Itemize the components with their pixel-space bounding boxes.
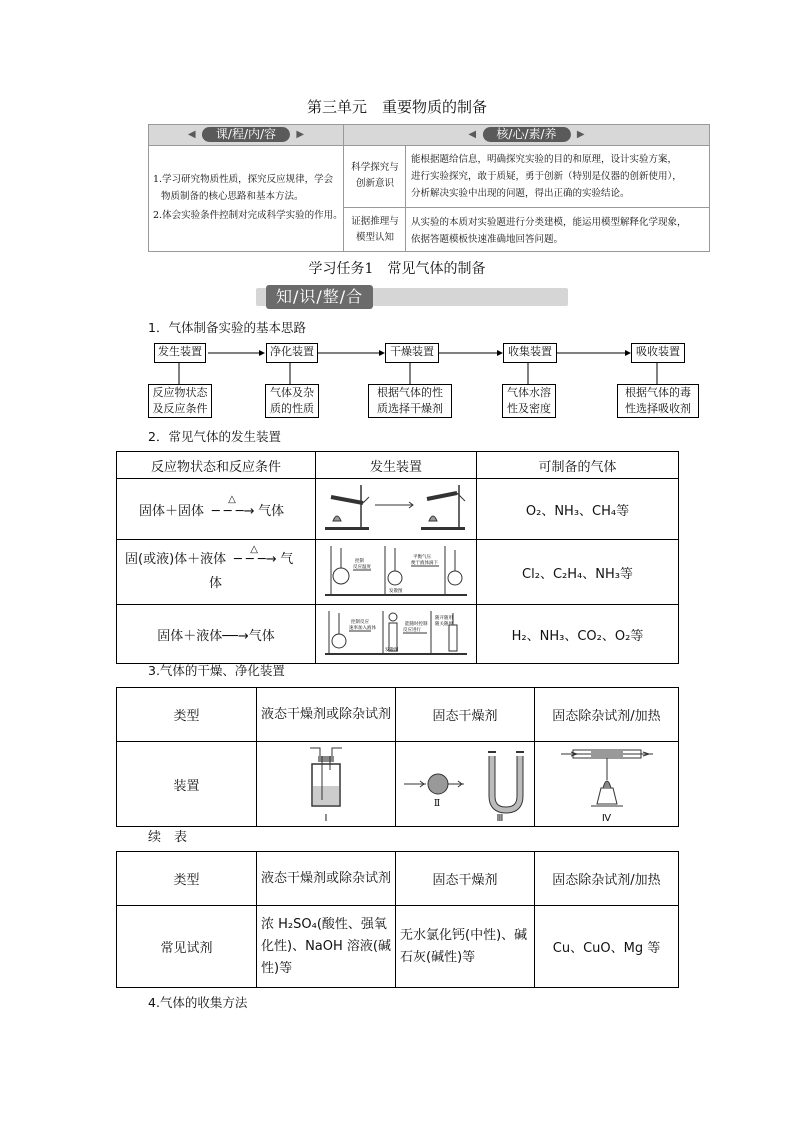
apparatus-cell [316,540,477,605]
apparatus-cell: Ⅱ Ⅲ [396,742,535,827]
course-content-tab: ◀ 课/程/内/容 ▶ [202,127,290,142]
svg-text:控制: 控制 [355,559,364,564]
section2-heading: 2．常见气体的发生装置 [148,429,281,444]
continued-label: 续 表 [148,830,188,845]
flow-note: 气体水溶 性及密度 [502,384,556,418]
apparatus-cell [316,479,477,540]
condition-cell: 固体＋液体──→气体 [117,605,316,664]
svg-text:控制反应: 控制反应 [351,620,369,625]
flow-note: 根据气体的毒 性选择吸收剂 [617,384,699,418]
col-header: 固态干燥剂 [396,688,535,742]
liquid-reagents: 浓 H₂SO₄(酸性、强氧化性)、NaOH 溶液(碱性)等 [257,906,396,988]
col-header: 液态干燥剂或除杂试剂 [257,852,396,906]
course-item: 1.学习研究物质性质，探究反应规律，学会 [153,174,334,185]
flow-step-drying: 干燥装置 [385,343,439,363]
section-ribbon [256,288,568,306]
ribbon-label: 知/识/整/合 [266,285,373,309]
col-header: 液态干燥剂或除杂试剂 [257,688,396,742]
solid-dryers: 无水氯化钙(中性)、碱石灰(碱性)等 [396,906,535,988]
heated-tube-icon [557,744,657,816]
col-header: 类型 [117,852,257,906]
gases-cell: Cl₂、C₂H₄、NH₃等 [477,540,679,605]
col-header: 固态干燥剂 [396,852,535,906]
flow-note: 反应物状态 及反应条件 [148,384,212,418]
condition-cell: 固(或液)体＋液体 △ ─ ─ ─→ 气 体 [117,540,316,605]
flow-note: 根据气体的性 质选择干燥剂 [368,384,452,418]
svg-text:反应温度: 反应温度 [353,565,371,570]
divider [343,125,344,251]
divider [405,145,406,251]
svg-text:随关随停: 随关随停 [435,622,453,627]
generation-table [116,451,679,664]
svg-text:平衡气压: 平衡气压 [413,555,431,560]
col-header: 反应物状态和反应条件 [117,452,316,479]
literacy-desc: 从实验的本质对实验题进行分类建模，能运用模型解释化学现象， 依据答题模板快速准确地回答问题。 [411,217,687,245]
flow-note: 气体及杂 质的性质 [265,384,319,418]
gases-cell: O₂、NH₃、CH₄等 [477,479,679,540]
row-label: 装置 [117,742,257,827]
flow-step-absorption: 吸收装置 [631,343,685,363]
apparatus-cell [316,605,477,664]
col-header: 类型 [117,688,257,742]
divider [344,207,709,208]
condition-cell: 固体＋固体 △ ─ ─ ─→ 气体 [117,479,316,540]
drying-tube-icon [400,744,530,816]
literacy-name: 证据推理与 模型认知 [351,216,399,243]
course-item: 2.体会实验条件控制对完成科学实验的作用。 [153,210,343,221]
flow-step-generation: 发生装置 [154,343,206,363]
apparatus-cell: Ⅰ [257,742,396,827]
apparatus-cell: Ⅳ [535,742,679,827]
col-header: 固态除杂试剂/加热 [535,852,679,906]
gases-cell: H₂、NH₃、CO₂、O₂等 [477,605,679,664]
course-item: 物质制备的核心思路和基本方法。 [161,191,304,202]
core-literacy-tab: ◀ 核/心/素/养 ▶ [482,127,570,142]
section3-heading: 3.气体的干燥、净化装置 [148,663,285,678]
curriculum-banner [148,124,710,252]
section4-heading: 4.气体的收集方法 [148,995,248,1010]
task-title: 学习任务1 常见气体的制备 [308,261,486,277]
svg-text:发散图: 发散图 [389,589,403,594]
literacy-name: 科学探究与 创新意识 [351,162,399,189]
svg-text:Ⅱ: Ⅱ [434,799,441,809]
col-header: 可制备的气体 [477,452,679,479]
solid-heating-apparatus-icon [323,481,469,533]
svg-text:速率加入液体: 速率加入液体 [349,626,376,631]
core-literacy-bar [344,125,709,146]
literacy-desc: 能根据题给信息，明确探究实验的目的和原理，设计实验方案， 进行实验探究，敢于质疑，勇于创新（特别是仪器的创新使用）， 分析解决实验中出现的问题，得出正确的实验结论。 [411,154,682,199]
solid-liquid-apparatus-icon [323,607,469,657]
svg-text:反应进行: 反应进行 [403,628,421,633]
drying-reagent-table [116,851,679,988]
svg-text:能随时控制: 能随时控制 [405,622,428,627]
svg-text:便于液体滴下: 便于液体滴下 [411,561,438,566]
drying-apparatus-table [116,687,679,827]
solid-removers: Cu、CuO、Mg 等 [535,906,679,988]
col-header: 固态除杂试剂/加热 [535,688,679,742]
unit-title: 第三单元 重要物质的制备 [306,98,487,116]
flow-step-collection: 收集装置 [503,343,557,363]
section1-heading: 1．气体制备实验的基本思路 [148,320,306,335]
svg-text:发散图: 发散图 [385,648,399,653]
col-header: 发生装置 [316,452,477,479]
row-label: 常见试剂 [117,906,257,988]
course-content-bar [149,125,343,146]
svg-text:随开随用: 随开随用 [435,616,453,621]
liquid-heating-apparatus-icon [323,542,469,598]
flow-step-purification: 净化装置 [266,343,318,363]
wash-bottle-icon [296,744,356,816]
